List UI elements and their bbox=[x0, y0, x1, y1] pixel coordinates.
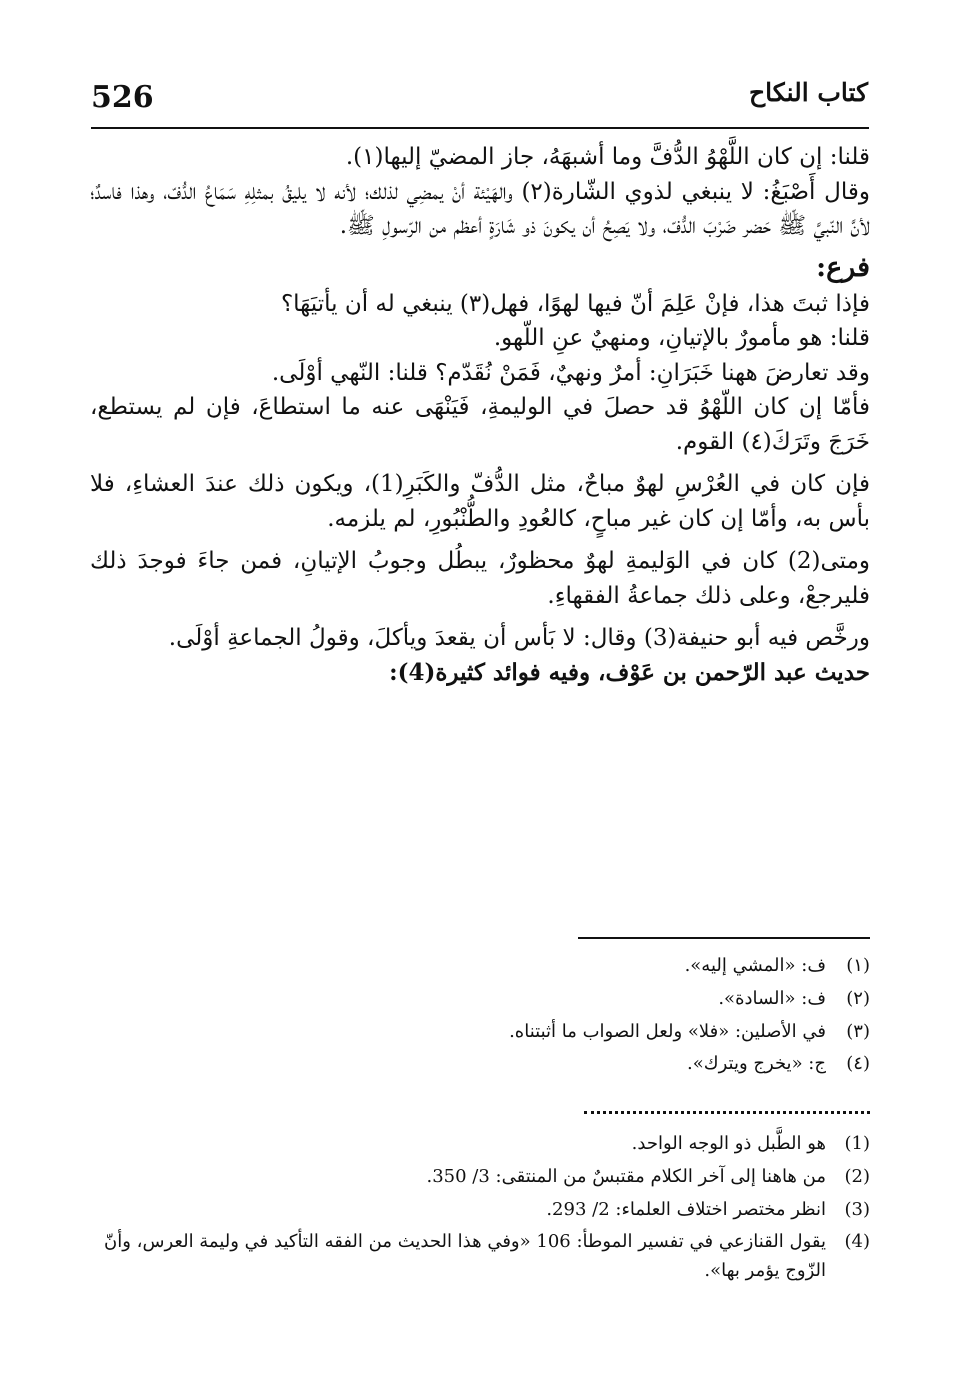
paragraph: وقال أَصْبَغُ: لا ينبغي لذوي الشّارة(٢) والهَيْئة أنْ يمضِي لذلك؛ لأنه لا يليقُ بمثلِهِ سَمَاعُ الدُّفّ، وهذا فاسدٌ؛ لأنَّ النّبيَّ ﷺ حَضر ضَرْبَ الدُّفّ، ولا يَصِحُ أن يكونَ ذو شَارَةٍ أعظم من الرّسولِ ﷺ. bbox=[90, 178, 870, 239]
page-number: 526 bbox=[91, 80, 154, 115]
commentary-footnotes bbox=[90, 1130, 870, 1290]
footnote: (1) هو الطَّبل ذو الوجه الواحد. bbox=[631, 1133, 870, 1154]
footnote: (٣) في الأصلين: «فلا» ولعل الصواب ما أثبتناه. bbox=[509, 1020, 870, 1042]
paragraph: فأمّا إن كان اللّهْوُ قد حصلَ في الوليمةِ، فَيَنْهَى عنه ما استطاعَ، فإن لم يستطع، خَرَجَ وتَرَكَ(٤) القوم. bbox=[90, 394, 870, 455]
paragraph: ومتى(2) كان في الوَليمةِ لهوٌ محظورٌ، يبطُل وجوبُ الإتيانِ، فمن جاءَ فوجدَ ذلك فليرجعْ، وعلى ذلك جماعةُ الفقهاءِ. bbox=[90, 548, 870, 609]
editor-footnotes bbox=[90, 952, 870, 1083]
footnote-rule bbox=[578, 937, 870, 939]
paragraph: قلنا: هو مأمورٌ بالإتيانِ، ومنهيٌ عنِ اللّهو. bbox=[493, 325, 870, 351]
footnote: (4) يقول القنازعي في تفسير الموطأ: 106 «وفي هذا الحديث من الفقه التأكيد في وليمة العرس، وأنّ الزّوج يؤمر بها». bbox=[104, 1231, 870, 1282]
header-rule bbox=[91, 127, 869, 129]
footnote-separator-dotted bbox=[584, 1111, 870, 1114]
paragraph: وقد تعارضَ ههنا خَبَرَانِ: أمرٌ ونهيٌ، فَمَنْ نُقَدّم؟ قلنا: النّهي أوْلَى. bbox=[271, 359, 870, 386]
running-title: كتاب النكاح bbox=[749, 78, 868, 107]
footnote: (١) ف: «المشي إليه». bbox=[684, 955, 870, 976]
footnote: (2) من هاهنا إلى آخر الكلام مقتبسٌ من المنتقى: 3/ 350. bbox=[426, 1165, 870, 1187]
paragraph: فإن كان في العُرْسِ لهوٌ مباحٌ، مثل الدُّفّ والكَبَرِ(1)، ويكون ذلك عندَ العشاءِ، فلا بأس به، وأمّا إن كان غير مباحٍ، كالعُودِ والطُّنْبُورِ، لم يلزمه. bbox=[90, 471, 870, 532]
main-text bbox=[90, 140, 870, 690]
footnote: (3) انظر مختصر اختلاف العلماء: 2/ 293. bbox=[546, 1198, 870, 1220]
footnote: (٤) ج: «يخرج ويترك». bbox=[687, 1053, 870, 1075]
paragraph: قلنا: إن كان اللَّهْوُ الدُّفَّ وما أشبهَهُ، جاز المضيّ إليها(١). bbox=[345, 144, 870, 170]
footnote: (٢) ف: «السادة». bbox=[718, 987, 870, 1009]
paragraph: فإذا ثبتَ هذا، فإنْ عَلِمَ أنّ فيها لهوًا، فهل(٣) ينبغي له أن يأتيَهَا؟ bbox=[280, 290, 870, 317]
paragraph: حديث عبد الرّحمن بن عَوْف، وفيه فوائد كثيرة(4): bbox=[389, 658, 870, 686]
section-heading: فرع: bbox=[816, 251, 870, 283]
paragraph: ورخَّص فيه أبو حنيفة(3) وقال: لا بَأس أن يقعدَ ويأكلَ، وقولُ الجماعةِ أوْلَى. bbox=[168, 625, 870, 651]
